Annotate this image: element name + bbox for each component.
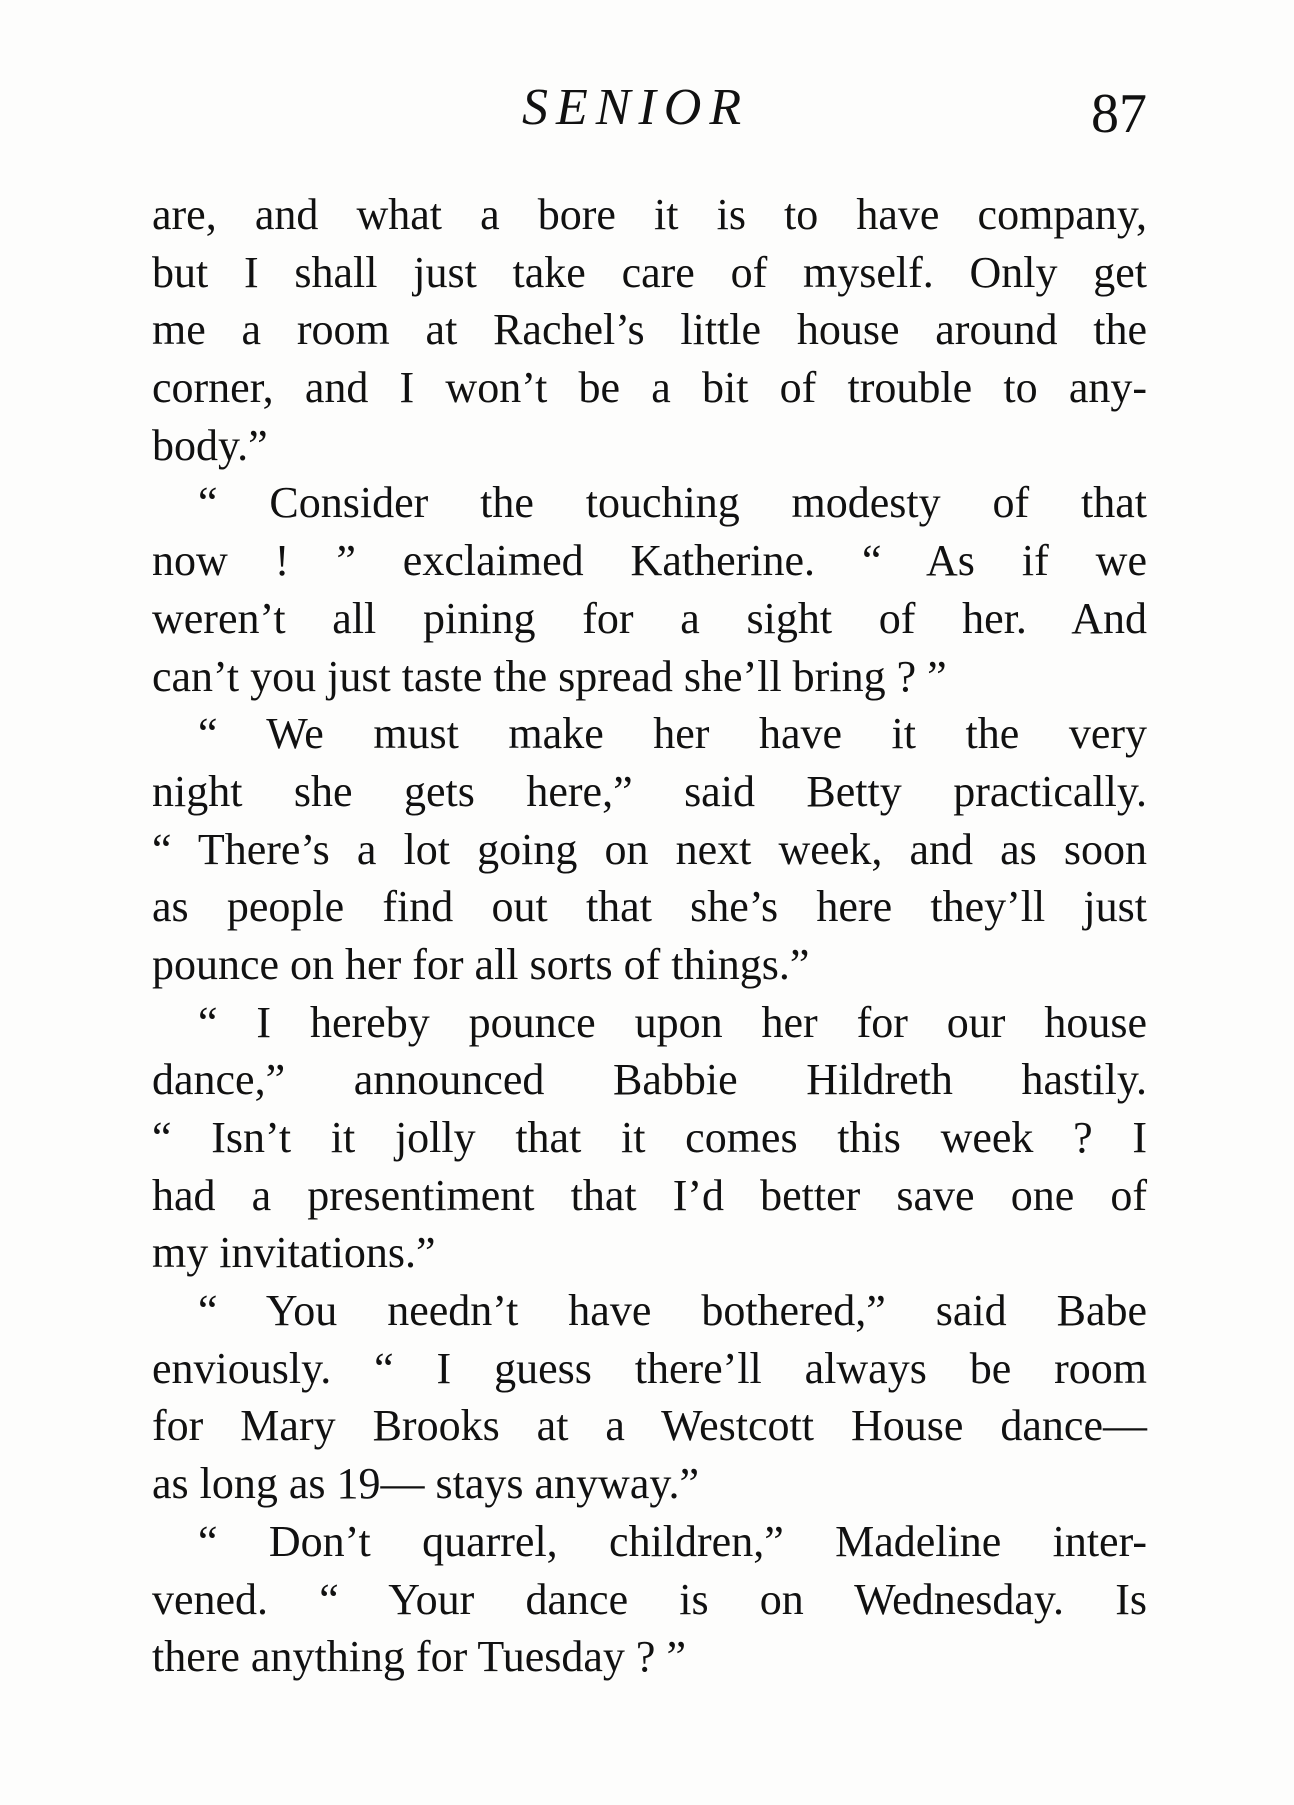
- text-line: for Mary Brooks at a Westcott House dance—: [152, 1401, 1147, 1451]
- text-line: as long as 19— stays anyway.”: [152, 1459, 700, 1509]
- text-line: “ There’s a lot going on next week, and as soon: [152, 824, 1147, 874]
- running-head: [152, 78, 1147, 158]
- text-line: “ Isn’t it jolly that it comes this week ? I: [152, 1113, 1147, 1162]
- text-line: “ I hereby pounce upon her for our house: [198, 997, 1147, 1047]
- text-line: there anything for Tuesday ? ”: [152, 1632, 686, 1682]
- body-text: [152, 186, 1147, 1686]
- text-line: “ We must make her have it the very: [198, 709, 1147, 759]
- text-line: can’t you just taste the spread she’ll bring ? ”: [152, 651, 947, 701]
- text-line: but I shall just take care of myself. Only get: [152, 247, 1147, 297]
- text-line: vened. “ Your dance is on Wednesday. Is: [152, 1574, 1147, 1624]
- text-line: are, and what a bore it is to have company,: [152, 190, 1147, 239]
- text-line: enviously. “ I guess there’ll always be room: [152, 1343, 1147, 1393]
- text-line: my invitations.”: [152, 1228, 436, 1278]
- page-number: 87: [1091, 83, 1147, 145]
- text-line: had a presentiment that I’d better save one of: [152, 1170, 1147, 1220]
- text-line: “ You needn’t have bothered,” said Babe: [198, 1286, 1147, 1336]
- running-head-title: SENIOR: [522, 79, 750, 136]
- text-line: “ Consider the touching modesty of that: [198, 478, 1147, 528]
- text-line: pounce on her for all sorts of things.”: [152, 939, 810, 989]
- text-line: “ Don’t quarrel, children,” Madeline inter-: [198, 1516, 1147, 1566]
- text-line: corner, and I won’t be a bit of trouble to any-: [152, 363, 1147, 413]
- text-line: now ! ” exclaimed Katherine. “ As if we: [152, 536, 1147, 586]
- text-line: dance,” announced Babbie Hildreth hastily.: [152, 1055, 1147, 1105]
- text-line: body.”: [152, 420, 268, 470]
- text-line: as people find out that she’s here they’ll just: [152, 882, 1147, 932]
- text-line: night she gets here,” said Betty practically.: [152, 766, 1147, 816]
- text-line: weren’t all pining for a sight of her. And: [152, 593, 1147, 643]
- text-line: me a room at Rachel’s little house around the: [152, 305, 1147, 355]
